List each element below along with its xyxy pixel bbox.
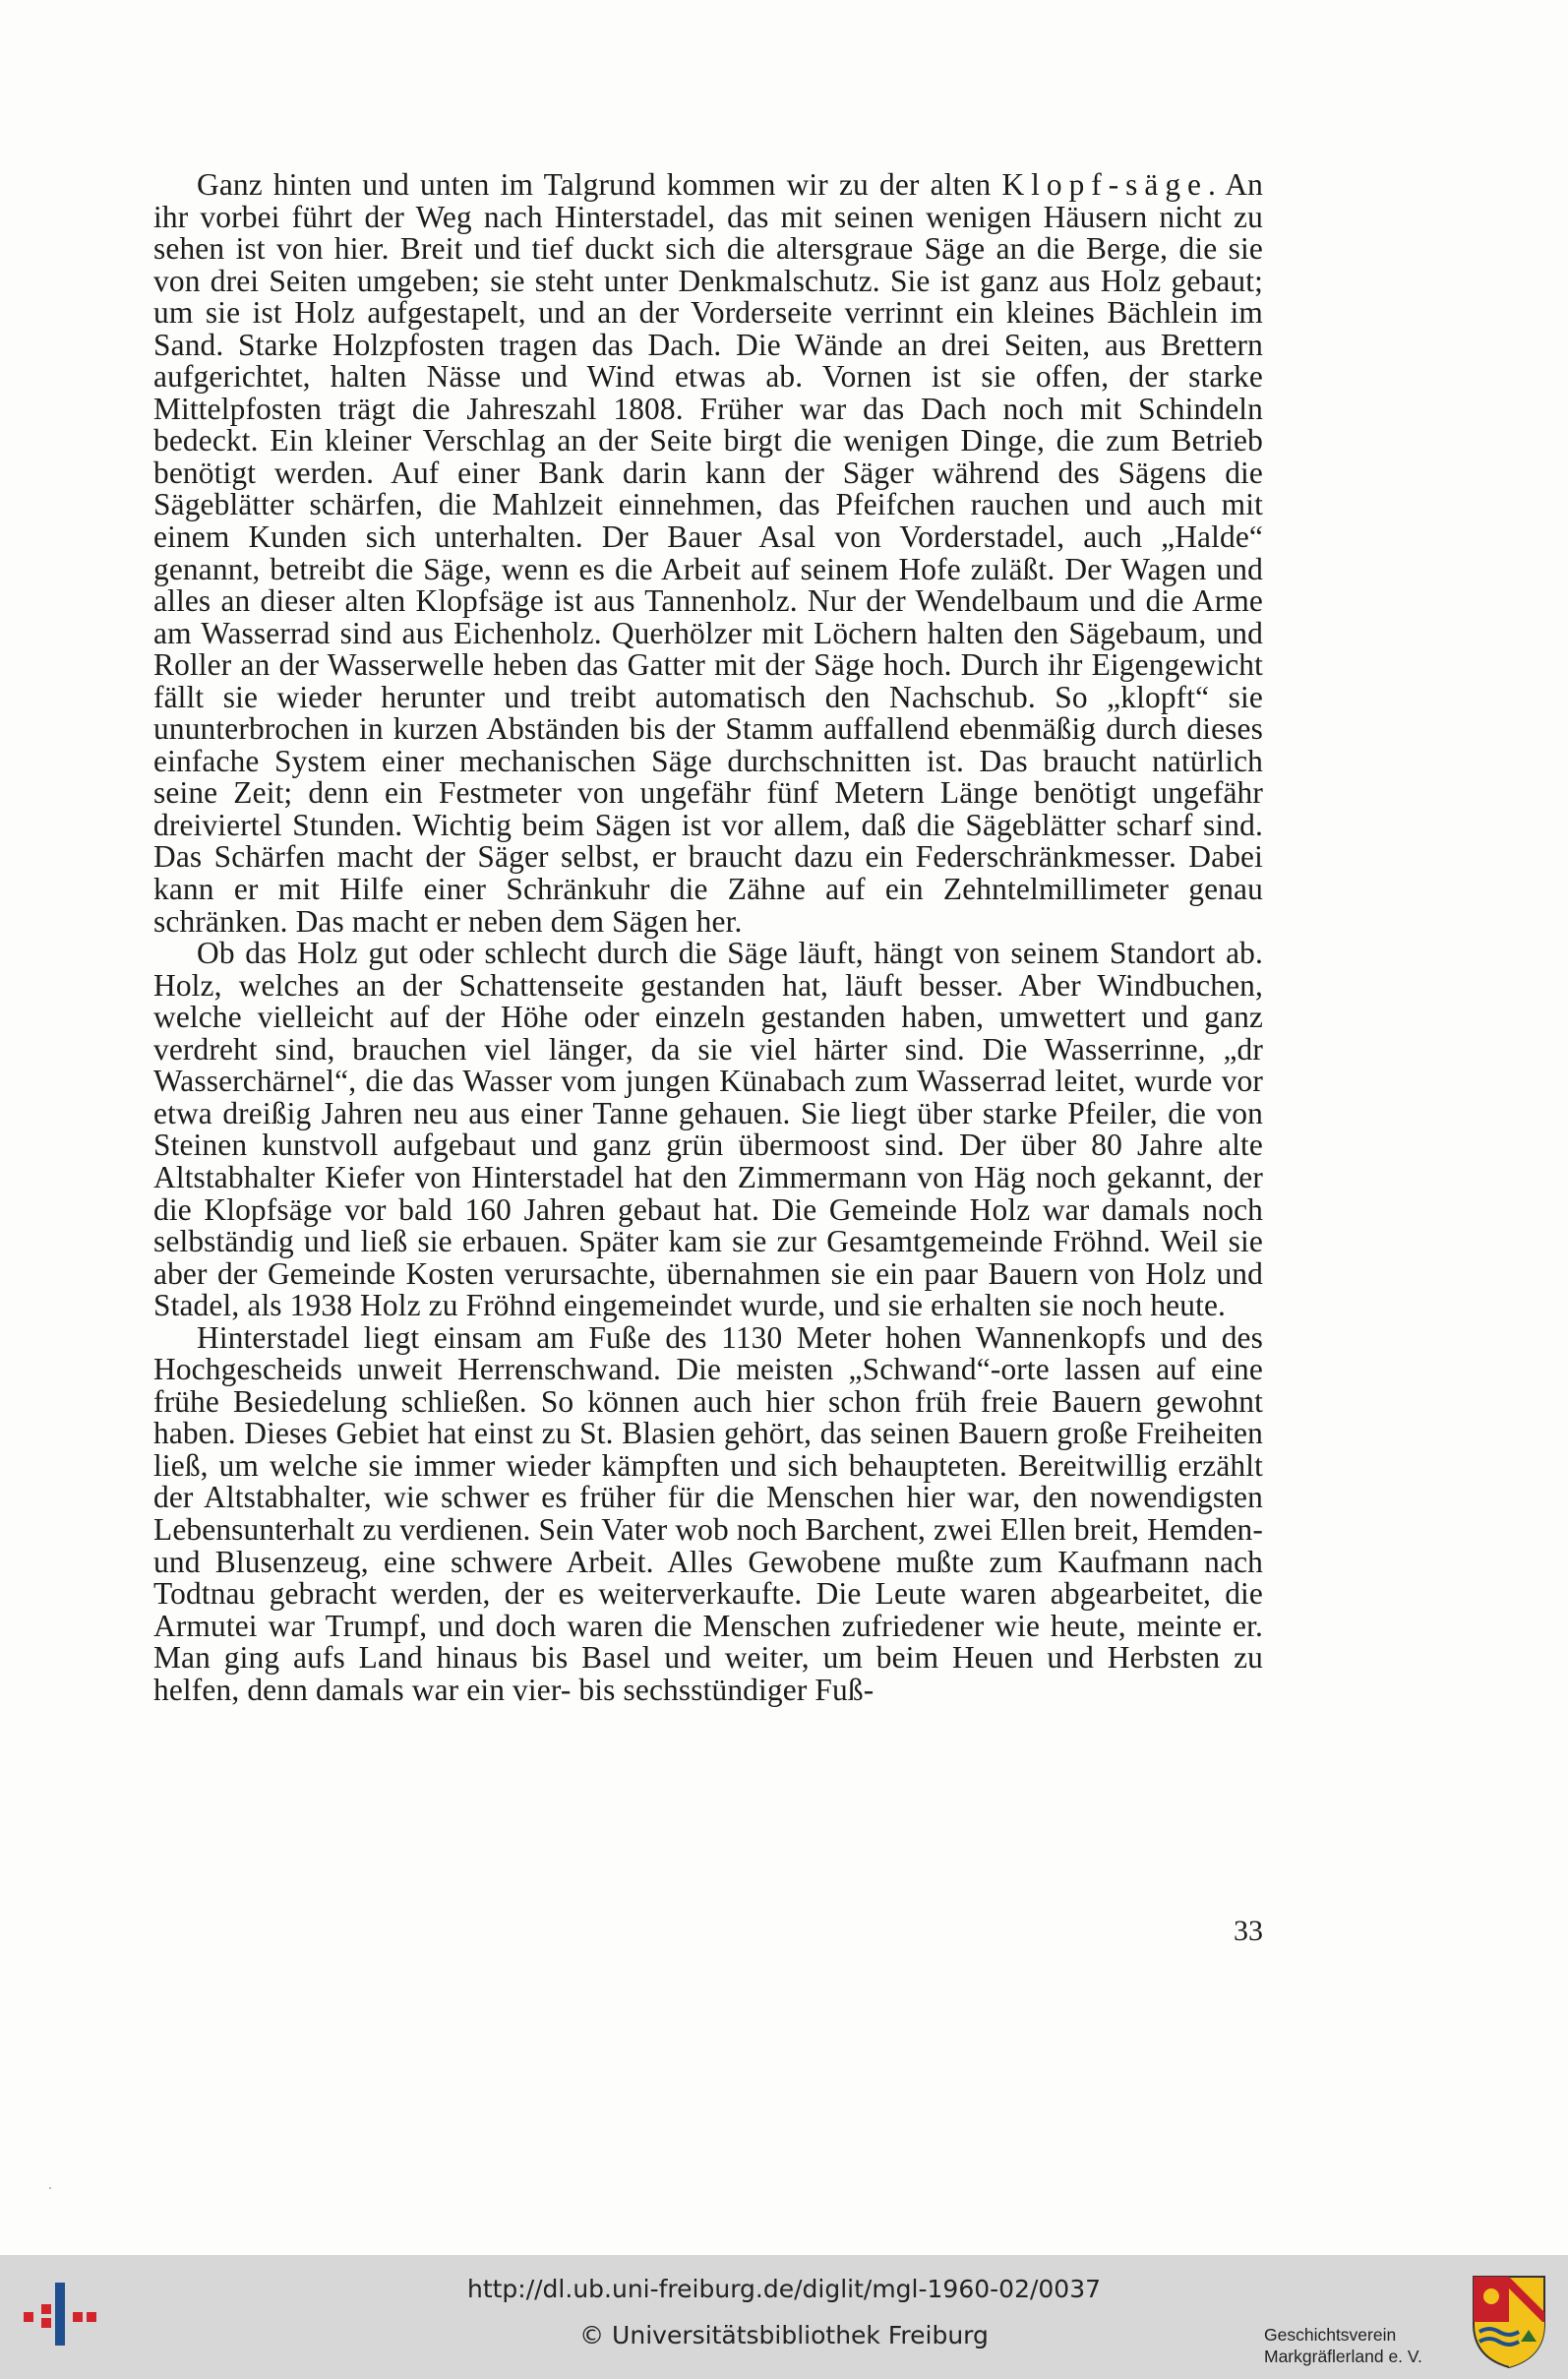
permalink-link[interactable]: http://dl.ub.uni-freiburg.de/diglit/mgl-1960-02/0037 [466,2275,1102,2303]
footer-url [0,2275,1568,2303]
footer-copyright: © Universitätsbibliothek Freiburg [579,2321,989,2349]
scan-mark [49,2187,51,2189]
page-number: 33 [1234,1915,1263,1947]
society-name-line1: Geschichtsverein [1264,2325,1397,2345]
paragraph-1-lead: Ganz hinten und unten im Talgrund kommen wir zu der alten [197,167,1002,202]
page-body [153,169,1263,1706]
paragraph-3: Hinterstadel liegt einsam am Fuße des 1130 Meter hohen Wannenkopfs und des Hochgescheids unweit Herrenschwand. Die meisten „Schwand“-orte lassen auf eine frühe Besiedelung schließen. So können auch hier schon früh freie Bauern gewohnt haben. Dieses Gebiet hat einst zu St. Blasien gehört, das seinen Bauern große Freiheiten ließ, um welche sie immer wieder kämpften und sich behaupteten. Bereitwillig erzählt der Altstabhalter, wie schwer es früher für die Menschen hier war, den nowendigsten Lebensunterhalt zu verdienen. Sein Vater wob noch Barchent, zwei Ellen breit, Hemden- und Blusenzeug, eine schwere Arbeit. Alles Gewobene mußte zum Kaufmann nach Todtnau gebracht werden, der es weiterverkaufte. Die Leute waren abgearbeitet, die Armutei war Trumpf, und doch waren die Menschen zufriedener wie heute, meinte er. Man ging aufs Land hinaus bis Basel und weiter, um beim Heuen und Herbsten zu helfen, denn damals war ein vier- bis sechsstündiger Fuß- [153,1319,1263,1707]
coat-of-arms-icon[interactable] [1470,2273,1548,2369]
paragraph-1-emphasis: Klopf-säge [1001,167,1208,202]
paragraph-1-text: . An ihr vorbei führt der Weg nach Hinterstadel, das mit seinen wenigen Häusern nicht zu sehen ist von hier. Breit und tief duckt sich die altersgraue Säge an die Berge, die sie von drei Seiten umgeben; sie steht unter Denkmalschutz. Sie ist ganz aus Holz gebaut; um sie ist Holz aufgestapelt, und an der Vorderseite verrinnt ein kleines Bächlein im Sand. Starke Holzpfosten tragen das Dach. Die Wände an drei Seiten, aus Brettern aufgerichtet, halten Nässe und Wind etwas ab. Vornen ist sie offen, der starke Mittelpfosten trägt die Jahreszahl 1808. Früher war das Dach noch mit Schindeln bedeckt. Ein kleiner Verschlag an der Seite birgt die wenigen Dinge, die zum Betrieb benötigt werden. Auf einer Bank darin kann der Säger während des Sägens die Sägeblätter schärfen, die Mahlzeit einnehmen, das Pfeifchen rauchen und auch mit einem Kunden sich unterhalten. Der Bauer Asal von Vorderstadel, auch „Halde“ genannt, betreibt die Säge, wenn es die Arbeit auf seinem Hofe zuläßt. Der Wagen und alles an dieser alten Klopfsäge ist aus Tannenholz. Nur der Wendelbaum und die Arme am Wasserrad sind aus Eichenholz. Querhölzer mit Löchern halten den Sägebaum, und Roller an der Wasserwelle heben das Gatter mit der Säge hoch. Durch ihr Eigengewicht fällt sie wieder herunter und treibt automatisch den Nachschub. So „klopft“ sie ununterbrochen in kurzen Abständen bis der Stamm auffallend ebenmäßig durch dieses einfache System einer mechanischen Säge durchschnitten ist. Das braucht natürlich seine Zeit; denn ein Festmeter von ungefähr fünf Metern Länge benötigt ungefähr dreiviertel Stunden. Wichtig beim Sägen ist vor allem, daß die Sägeblätter scharf sind. Das Schärfen macht der Säger selbst, er braucht dazu ein Federschränkmesser. Dabei kann er mit Hilfe einer Schränkuhr die Zähne auf ein Zehntelmillimeter genau schränken. Das macht er neben dem Sägen her. [153,167,1263,939]
paragraph-1 [153,169,1263,938]
society-name-line2: Markgräflerland e. V. [1264,2347,1422,2366]
society-name [1264,2324,1422,2367]
coat-of-arms-svg [1470,2273,1548,2369]
footer-bar [0,2255,1568,2379]
paragraph-2: Ob das Holz gut oder schlecht durch die Säge läuft, hängt von seinem Standort ab. Holz, welches an der Schattenseite gestanden hat, läuft besser. Aber Windbuchen, welche vielleicht auf der Höhe oder einzeln gestanden haben, umwettert und ganz verdreht sind, brauchen viel länger, da sie viel härter sind. Die Wasserrinne, „dr Wasserchärnel“, die das Wasser vom jungen Künabach zum Wasserrad leitet, wurde vor etwa dreißig Jahren neu aus einer Tanne gehauen. Sie liegt über starke Pfeiler, die von Steinen kunstvoll aufgebaut und ganz grün übermoost sind. Der über 80 Jahre alte Altstabhalter Kiefer von Hinterstadel hat den Zimmermann von Häg noch gekannt, der die Klopfsäge vor bald 160 Jahren gebaut hat. Die Gemeinde Holz war damals noch selbständig und ließ sie erbauen. Später kam sie zur Gesamtgemeinde Fröhnd. Weil sie aber der Gemeinde Kosten verursachte, übernahmen sie ein paar Bauern von Holz und Stadel, als 1938 Holz zu Fröhnd eingemeindet wurde, und sie erhalten sie noch heute. [153,936,1263,1323]
